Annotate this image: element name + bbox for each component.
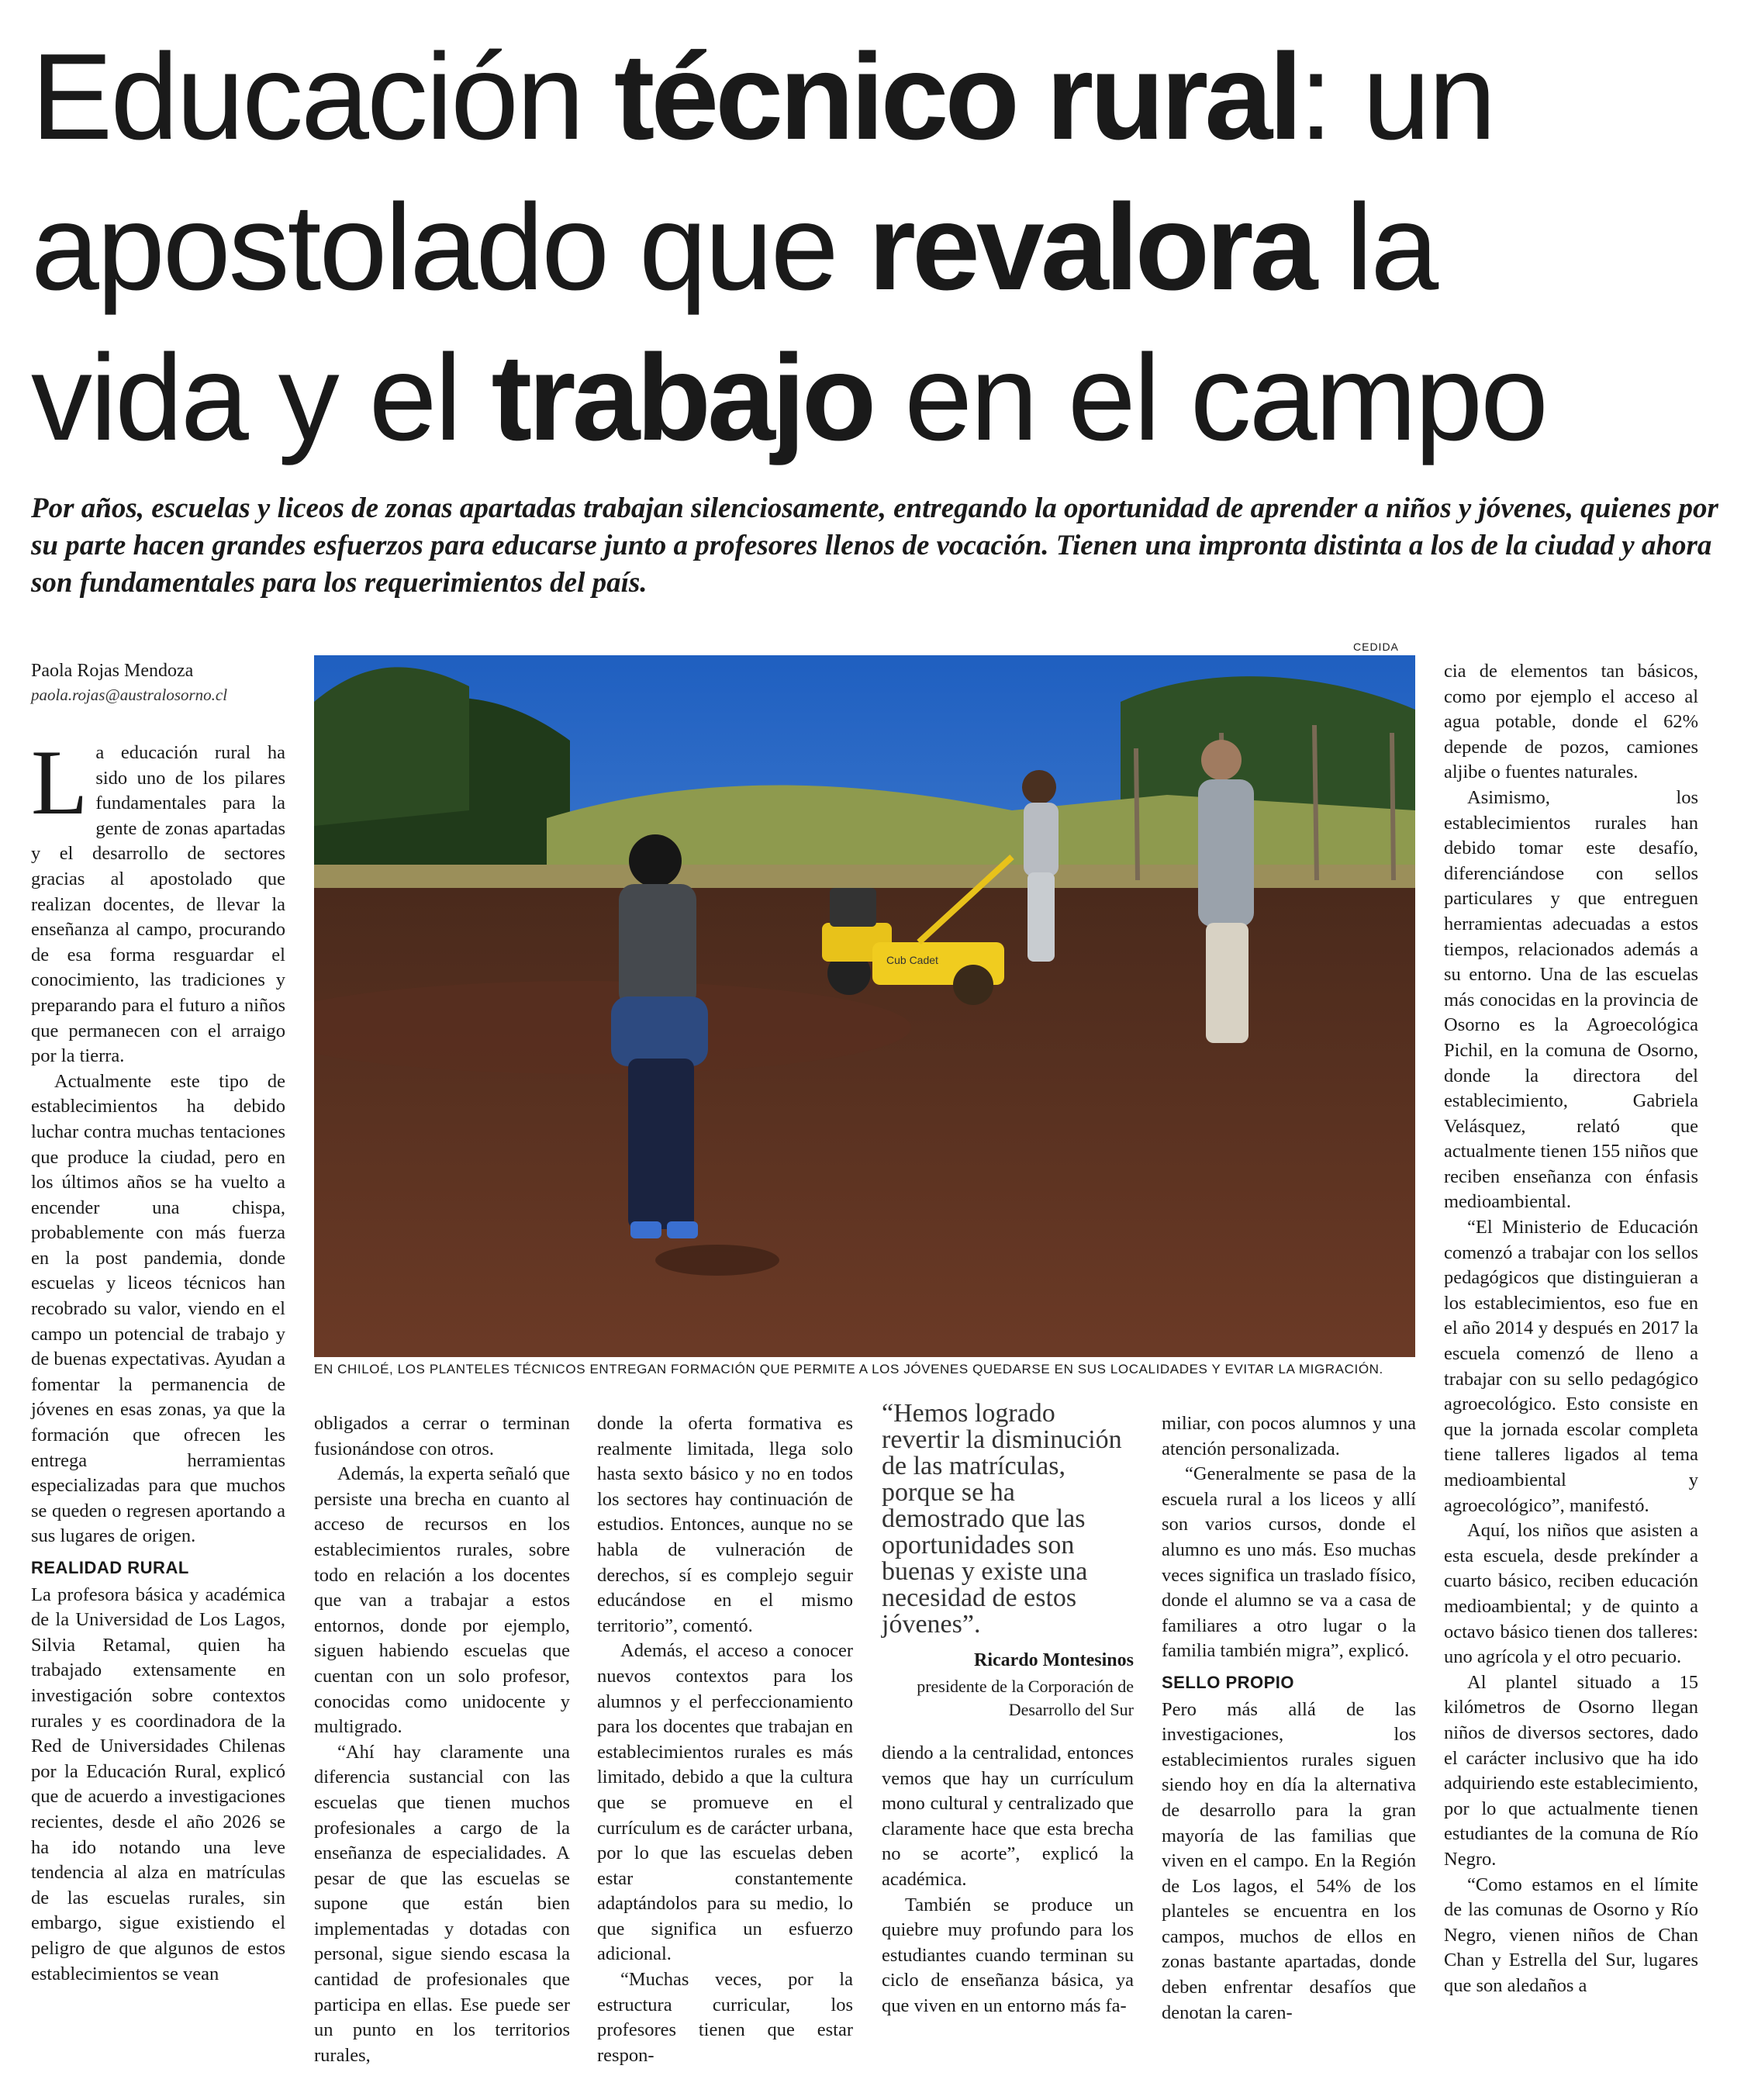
paragraph: Asimismo, los establecimientos rurales han debido tomar este desafío, diferenciándose con sellos particulares y que entreguen herramientas adecuadas a estos tiempos, relacionados además a su entorno. Una de las escuelas más conocidas en la provincia de Osorno es la Agroecológica Pichil, en la comuna de Osorno, donde la directora del establecimiento, Gabriela Velásquez, relató que actualmente tienen 155 niños que reciben enseñanza con énfasis medioambiental.: [1444, 786, 1698, 1213]
article-column-3: [597, 1411, 853, 2068]
paragraph: miliar, con pocos alumnos y una atención personalizada.: [1162, 1413, 1416, 1459]
fence-post: [1392, 733, 1394, 880]
paragraph: “Ahí hay claramente una diferencia sustancial con las escuelas que tienen muchos profesionales a cargo de la enseñanza de especialidades. A pesar de que las escuelas se supone que están bien implementadas y dotadas con personal, sigue siendo escasa la cantidad de profesionales que participa en ellas. Ese puede ser un punto en los territorios rurales,: [314, 1741, 570, 2066]
article-column-6: [1444, 659, 1698, 1998]
tiller-brand-label: Cub Cadet: [886, 954, 938, 966]
paragraph: diendo a la centralidad, entonces vemos que hay un currículum mono cultural y centralizado que claramente hace que esta brecha no se acorte”, explicó la académica.: [882, 1743, 1134, 1890]
headline: [31, 22, 1729, 473]
section-heading: SELLO PROPIO: [1162, 1672, 1295, 1692]
byline-author: Paola Rojas Mendoza: [31, 661, 194, 681]
headline-emphasis: revalora: [868, 179, 1314, 316]
paragraph: La profesora básica y académica de la Universidad de Los Lagos, Silvia Retamal, quien ha trabajado extensamente en investigación sobre contextos rurales y es coordinadora de la Red de Universidades Chilenas por la Educación Rural, explicó que de acuerdo a investigaciones recientes, desde el año 2026 se ha ido notando una leve tendencia al alza en matrículas de las escuelas rurales, sin embargo, sigue existiendo el peligro de que algunos de estos establecimientos se vean: [31, 1584, 285, 1984]
paragraph: Pero más allá de las investigaciones, los establecimientos rurales siguen siendo hoy en día la alternativa de desarrollo para la gran mayoría de las familias que viven en el campo. En la Región de Los lagos, el 54% de los planteles se encuentra en los campos, muchos de ellos en zonas bastante apartadas, donde deben enfrentar desafíos que denotan la caren-: [1162, 1698, 1416, 2023]
paragraph: Además, el acceso a conocer nuevos contextos para los alumnos y el perfeccionamiento para los docentes que trabajan en establecimientos rurales es más limitado, debido a que la cultura que se promueve en el currículum es de carácter urbana, por lo que las escuelas deben estar constantemente adaptándolos para su medio, lo que significa un esfuerzo adicional.: [597, 1640, 853, 1965]
paragraph: Actualmente este tipo de establecimientos ha debido luchar contra muchas tentaciones que produce la ciudad, pero en los últimos años se ha vuelto a encender una chispa, probablemente con más fuerza en la post pandemia, donde escuelas y liceos técnicos han recobrado su valor, viendo en el campo un potencial de trabajo y de buenas expectativas. Ayudan a fomentar la permanencia de jóvenes en esas zonas, ya que la formación que ofrecen les entrega herramientas especializadas para que muchos se queden o regresen aportando a sus lugares de origen.: [31, 1070, 285, 1547]
paragraph: Al plantel situado a 15 kilómetros de Osorno llegan niños de diversos sectores, dado el carácter inclusivo que ha ido adquiriendo este establecimiento, por lo que actualmente tienen estudiantes de la comuna de Río Negro.: [1444, 1671, 1698, 1870]
shadow: [655, 1245, 779, 1276]
paragraph: [31, 731, 285, 1069]
headline-text: la: [1314, 179, 1437, 316]
paragraph: “Muchas veces, por la estructura curricular, los profesores tienen que estar respon-: [597, 1969, 853, 2066]
pull-quote: “Hemos logrado revertir la disminución de las matrículas, porque se ha demostrado que las oportunidades son buenas y existe una necesidad de estos jóvenes”.: [882, 1399, 1122, 1639]
lead-paragraph: Por años, escuelas y liceos de zonas apartadas trabajan silenciosamente, entregando la oportunidad de aprender a niños y jóvenes, quienes por su parte hacen grandes esfuerzos para educarse junto a profesores llenos de vocación. Tienen una impronta distinta a los de la ciudad y ahora son fundamentales para los requerimientos del país.: [31, 492, 1718, 599]
article-column-4: [882, 1741, 1134, 2019]
tree: [314, 667, 469, 826]
headline-text: en el campo: [872, 330, 1546, 466]
paragraph-text: a educación rural ha sido uno de los pilares fundamentales para la gente de zonas apartadas y el desarrollo de sectores gracias al apostolado que realizan docentes, de llevar la enseñanza al campo, procurando de esa forma resguardar el conocimiento, las tradiciones y preparando para el futuro a niños que permanecen con el arraigo por la tierra.: [31, 742, 285, 1067]
article-column-5: [1162, 1411, 1416, 2026]
headline-text: apostolado que: [31, 179, 869, 316]
paragraph: “Generalmente se pasa de la escuela rural a los liceos y allí son varios cursos, donde el alumno es uno más. Eso muchas veces significa un traslado físico, donde el alumno se va a casa de familiares a otro lugar o la familia también migra”, explicó.: [1162, 1463, 1416, 1662]
paragraph: Además, la experta señaló que persiste una brecha en cuanto al acceso de recursos en los establecimientos rurales, sobre todo en relación a los docentes que van a trabajar a estos entornos, donde por ejemplo, siguen habiendo escuelas que cuentan con un solo profesor, conocidas como unidocente y multigrado.: [314, 1463, 570, 1738]
article-column-1: [31, 731, 285, 1987]
article-column-2: [314, 1411, 570, 2068]
headline-emphasis: trabajo: [491, 330, 873, 466]
paragraph: cia de elementos tan básicos, como por ejemplo el acceso al agua potable, donde el 62% depende de pozos, camiones aljibe o fuentes naturales.: [1444, 661, 1698, 783]
article-photo: [314, 655, 1415, 1357]
photo-credit: CEDIDA: [1353, 641, 1399, 653]
pull-quote-role: presidente de la Corporación de Desarrollo del Sur: [917, 1677, 1134, 1719]
byline-email: paola.rojas@australosorno.cl: [31, 686, 228, 704]
photo-caption: EN CHILOÉ, LOS PLANTELES TÉCNICOS ENTREGAN FORMACIÓN QUE PERMITE A LOS JÓVENES QUEDARSE EN SUS LOCALIDADES Y EVITAR LA MIGRACIÓN.: [314, 1362, 1383, 1376]
paragraph: “Como estamos en el límite de las comunas de Osorno y Río Negro, vienen niños de Chan Chan y Estrella del Sur, lugares que son aledaños a: [1444, 1874, 1698, 1996]
headline-text: Educación: [31, 29, 614, 165]
field-tilling-photo: [314, 655, 1415, 1357]
drop-cap: L: [31, 731, 88, 834]
adult-man: [1198, 740, 1254, 1043]
paragraph: “El Ministerio de Educación comenzó a trabajar con los sellos pedagógicos que distinguieran a los establecimientos, eso fue en el año 2014 y después en 2017 la escuela comenzó de lleno a trabajar con su sello pedagógico agroecológico. Esto consiste en que la jornada escolar completa tiene talleres ligados al tema medioambiental y agroecológico”, manifestó.: [1444, 1217, 1698, 1516]
pull-quote-author: Ricardo Montesinos: [974, 1650, 1134, 1670]
fence-post: [1314, 725, 1317, 880]
fence-post: [1136, 748, 1138, 880]
paragraph: obligados a cerrar o terminan fusionándose con otros.: [314, 1413, 570, 1459]
paragraph: También se produce un quiebre muy profundo para los estudiantes cuando terminan su ciclo de enseñanza básica, ya que viven en un entorno más fa-: [882, 1894, 1134, 2016]
section-heading: REALIDAD RURAL: [31, 1558, 189, 1577]
headline-text: : un: [1299, 29, 1494, 165]
paragraph: donde la oferta formativa es realmente limitada, llega solo hasta sexto básico y no en todos los sectores hay continuación de estudios. Entonces, aunque no se habla de vulneración de derechos, sí es complejo seguir educándose en el mismo territorio”, comentó.: [597, 1413, 853, 1636]
headline-emphasis: técnico rural: [613, 29, 1300, 165]
headline-text: vida y el: [31, 330, 492, 466]
paragraph: Aquí, los niños que asisten a esta escuela, desde prekínder a cuarto básico, reciben educación medioambiental; y de quinto a octavo básico tienen dos talleres: uno agrícola y el otro pecuario.: [1444, 1520, 1698, 1668]
